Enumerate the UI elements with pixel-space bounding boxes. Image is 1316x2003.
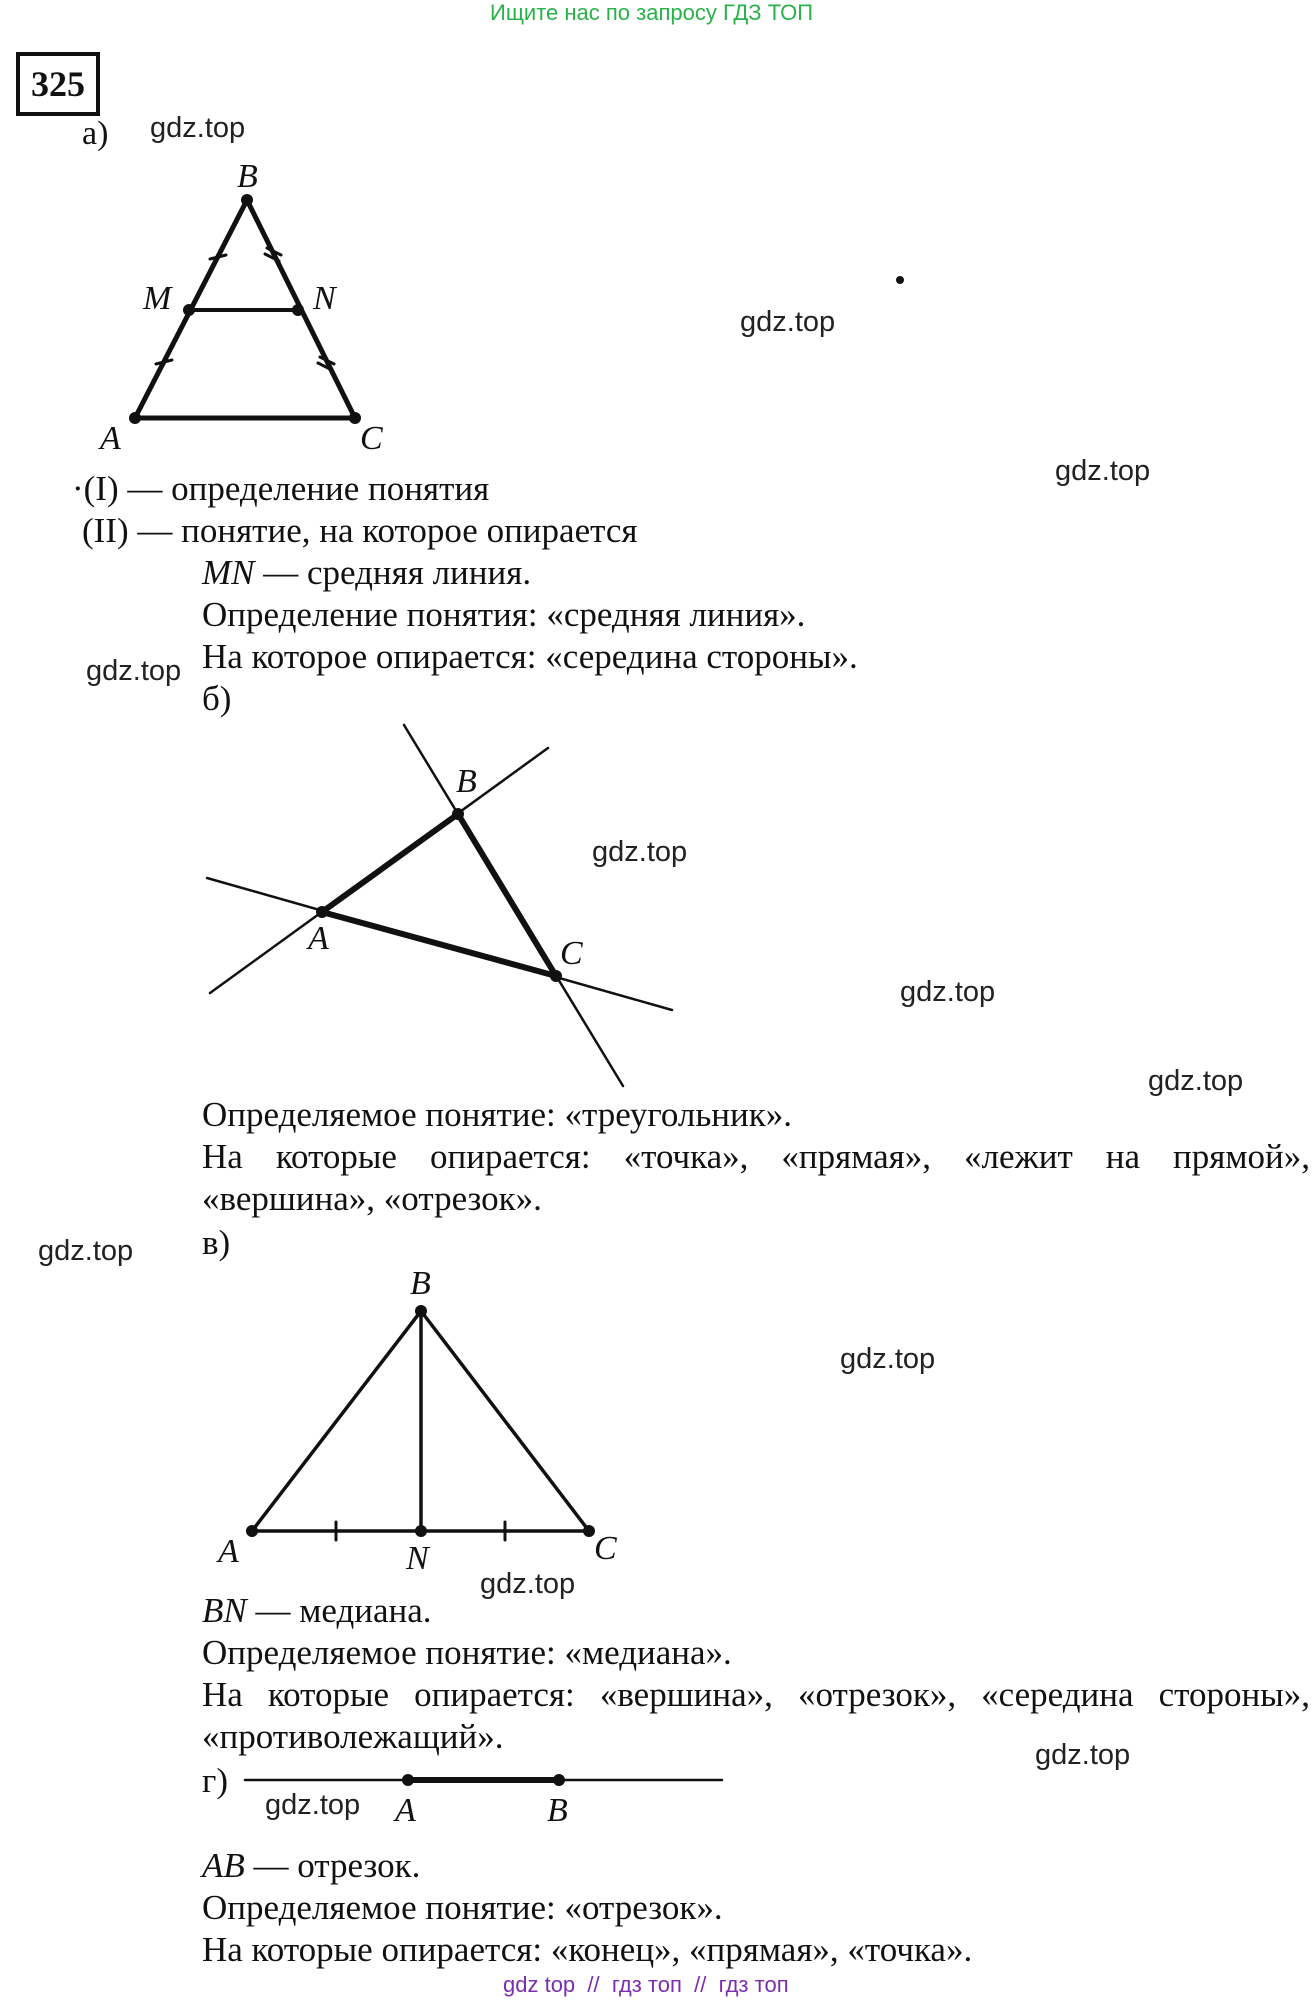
watermark: gdz.top <box>1035 1739 1131 1771</box>
lines-b <box>207 725 672 1086</box>
point-label-a: A <box>308 920 329 957</box>
point-label-n: N <box>313 280 336 317</box>
part-g-label: г) <box>202 1761 229 1800</box>
watermark: gdz.top <box>38 1235 134 1267</box>
triangle-abc-b <box>322 814 556 976</box>
part-b-label: б) <box>202 679 232 718</box>
point-label-a: A <box>218 1533 239 1570</box>
part-a-relies: На которое опирается: «середина стороны». <box>202 637 858 676</box>
top-banner[interactable]: Ищите нас по запросу ГДЗ ТОП <box>490 0 814 25</box>
part-a-definition: Определение понятия: «средняя линия». <box>202 595 806 634</box>
part-g-relies: На которые опирается: «конец», «прямая», «точка». <box>202 1930 973 1969</box>
watermark: gdz.top <box>1055 455 1151 487</box>
part-v-definition: Определяемое понятие: «медиана». <box>202 1633 732 1672</box>
part-v-relies-1: На которые опирается: «вершина», «отрезок», «середина стороны», <box>202 1675 1310 1714</box>
watermark: gdz.top <box>1148 1065 1244 1097</box>
part-v-segment <box>202 1590 432 1632</box>
part-g-segment <box>202 1845 420 1887</box>
segment-text: — средняя линия. <box>254 553 532 592</box>
watermark: gdz.top <box>265 1789 361 1821</box>
point-label-a: A <box>100 420 121 457</box>
part-a-label: а) <box>82 115 109 152</box>
watermark: gdz.top <box>86 655 182 687</box>
part-a-segment <box>202 552 531 594</box>
legend-line-2: (II) — понятие, на которое опирается <box>82 511 638 550</box>
point-label-b: B <box>237 158 258 195</box>
problem-number: 325 <box>16 52 100 116</box>
segment-name: AB <box>202 1846 245 1885</box>
point-label-c: C <box>560 935 583 972</box>
point-label-c: C <box>594 1530 617 1567</box>
watermark: gdz.top <box>840 1343 936 1375</box>
point-label-n: N <box>406 1540 429 1577</box>
part-v-relies-2: «противолежащий». <box>202 1717 504 1756</box>
part-v-label: в) <box>202 1223 231 1262</box>
segment-name: BN <box>202 1591 247 1630</box>
point-label-a: A <box>395 1792 416 1829</box>
bottom-banner[interactable]: gdz top // гдз топ // гдз топ <box>503 1972 789 1997</box>
watermark: gdz.top <box>900 976 996 1008</box>
part-b-definition: Определяемое понятие: «треугольник». <box>202 1095 793 1134</box>
segment-name: MN <box>202 553 255 592</box>
watermark: gdz.top <box>740 306 836 338</box>
segment-text: — медиана. <box>246 1591 432 1630</box>
watermark: gdz.top <box>150 112 246 144</box>
point-label-b: B <box>547 1792 568 1829</box>
point-label-c: C <box>360 420 383 457</box>
watermark: gdz.top <box>592 836 688 868</box>
point-label-m: M <box>143 280 172 317</box>
point-label-b: B <box>456 763 477 800</box>
watermark: gdz.top <box>480 1568 576 1600</box>
part-b-relies-1: На которые опирается: «точка», «прямая», «лежит на прямой», <box>202 1137 1310 1176</box>
part-g-definition: Определяемое понятие: «отрезок». <box>202 1888 723 1927</box>
segment-text: — отрезок. <box>244 1846 421 1885</box>
legend-line-1: ·(I) — определение понятия <box>72 469 490 508</box>
points <box>129 194 904 1786</box>
part-b-relies-2: «вершина», «отрезок». <box>202 1179 542 1218</box>
point-label-b: B <box>410 1265 431 1302</box>
